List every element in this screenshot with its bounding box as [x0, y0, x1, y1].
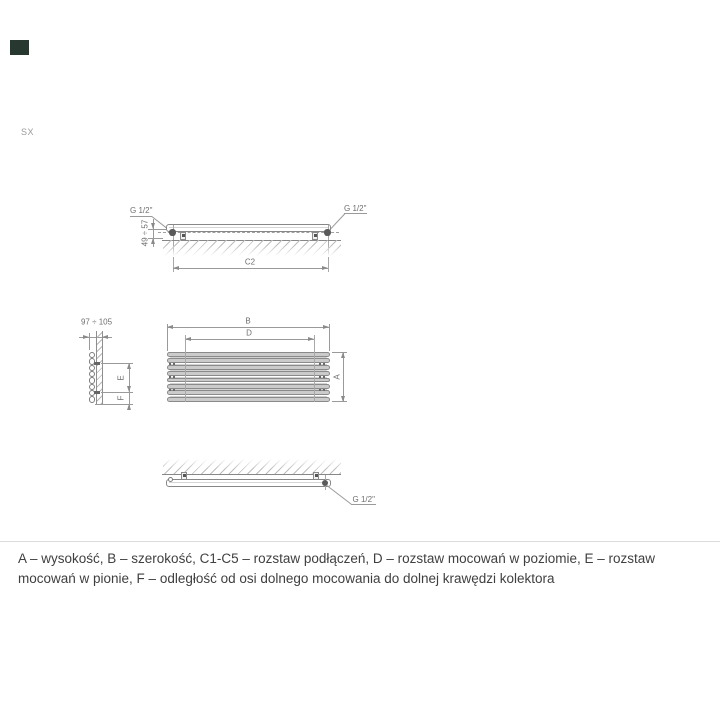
radiator-tube: [167, 371, 330, 376]
radiator-tube: [167, 358, 330, 363]
tube-cross-section: [89, 396, 95, 402]
tube-gap-line: [170, 389, 327, 390]
tube-gap-line: [170, 383, 327, 384]
arrowhead: [167, 325, 173, 329]
leader-underline: [130, 216, 152, 217]
bar-highlight: [169, 227, 328, 228]
arrowhead: [323, 325, 329, 329]
bar-highlight: [169, 482, 328, 483]
color-swatch: [10, 40, 29, 55]
dim-wall-to-axis-label: 49 ÷ 57: [140, 219, 150, 247]
connection-right: [324, 229, 330, 235]
extension-line: [89, 333, 90, 350]
bracket-dot: [319, 389, 321, 391]
wall-bracket: [94, 391, 100, 394]
wall-bracket: [94, 362, 100, 365]
dim-b-label: B: [245, 316, 251, 326]
bracket-dot: [323, 376, 325, 378]
thread-size-label-top-right: G 1/2": [344, 203, 367, 213]
tube-gap-line: [170, 396, 327, 397]
dimension-line: [185, 339, 314, 340]
leader-underline: [344, 213, 367, 214]
arrowhead: [127, 363, 131, 369]
bracket-dot: [169, 376, 171, 378]
arrowhead: [127, 386, 131, 392]
dim-d-label: D: [246, 328, 252, 338]
bracket-dot: [169, 363, 171, 365]
legend-caption: A – wysokość, B – szerokość, C1-C5 – rozstaw podłączeń, D – rozstaw mocowań w poziomie, E – rozstaw mocowań w pionie, F – odległość od osi dolnego mocowania do dolnej krawędzi kolektora: [18, 551, 656, 586]
bracket-dot: [173, 389, 175, 391]
arrowhead: [127, 404, 131, 410]
bracket-dot: [173, 376, 175, 378]
tube-gap-line: [170, 357, 327, 358]
bracket-dot: [319, 363, 321, 365]
thread-size-label-bottom: G 1/2": [352, 494, 375, 504]
radiator-tube: [167, 390, 330, 395]
collector-bar-bottom-view: [166, 479, 331, 487]
radiator-tube: [167, 378, 330, 383]
dim-e-label: E: [116, 374, 126, 381]
tube-cross-section: [89, 377, 95, 383]
tube-stack: [89, 352, 95, 402]
bracket-dot: [319, 376, 321, 378]
radiator-tube: [167, 397, 330, 402]
tube-gap-line: [170, 364, 327, 365]
divider: [0, 541, 720, 542]
bracket-dot: [169, 389, 171, 391]
leader-underline: [351, 504, 376, 505]
dim-f-label: F: [116, 395, 126, 400]
wall-hatching: [163, 240, 341, 257]
bracket-dot: [173, 363, 175, 365]
radiator-tube: [167, 352, 330, 357]
model-code-label: SX: [21, 127, 35, 137]
dim-a-label: A: [332, 373, 341, 380]
radiator-tube: [167, 384, 330, 389]
arrowhead: [173, 266, 179, 270]
dim-depth-label: 97 ÷ 105: [80, 317, 113, 327]
radiator-body: [167, 352, 330, 402]
bracket-dot: [323, 363, 325, 365]
dimension-line: [173, 268, 328, 269]
leader-line: [326, 485, 351, 504]
extension-line: [329, 324, 330, 351]
extension-line: [101, 392, 133, 393]
vent-valve: [168, 477, 174, 483]
thread-size-label-top-left: G 1/2": [130, 206, 153, 215]
arrowhead: [151, 238, 155, 244]
collector-bar-top-view: [166, 224, 331, 232]
dimension-line: [343, 352, 344, 402]
extension-line: [314, 335, 315, 402]
connection-left: [169, 229, 175, 235]
dim-c2-label: C2: [244, 257, 256, 267]
extension-line: [185, 335, 186, 402]
arrowhead: [151, 223, 155, 229]
bracket-dot: [323, 389, 325, 391]
arrowhead: [322, 266, 328, 270]
tube-gap-line: [170, 377, 327, 378]
arrowhead: [341, 352, 345, 358]
tube-gap-line: [170, 370, 327, 371]
radiator-tube: [167, 365, 330, 370]
arrowhead: [341, 396, 345, 402]
